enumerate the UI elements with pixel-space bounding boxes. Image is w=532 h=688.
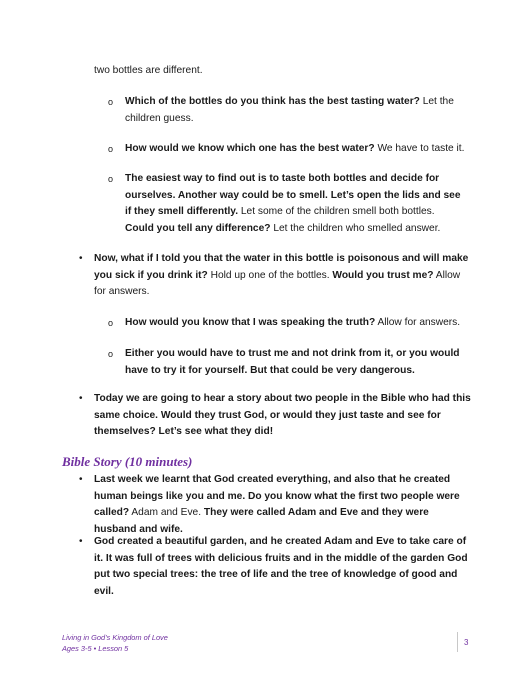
intro-line: two bottles are different. — [94, 65, 203, 76]
question-how-know — [108, 141, 465, 158]
sub-bullet-marker: o — [108, 144, 114, 154]
sub-bullet-marker: o — [108, 318, 114, 328]
bullet-adam-eve — [79, 472, 474, 538]
page-number: 3 — [464, 638, 469, 647]
question-speaking-truth — [108, 315, 465, 332]
question-note: Let the children guess. — [125, 96, 454, 124]
bullet-note-2: Allow for answers. — [94, 269, 461, 298]
bullet-marker: • — [79, 474, 83, 485]
bullet-marker: • — [79, 253, 83, 264]
section-heading: Bible Story (10 minutes) — [62, 454, 193, 469]
bullet-garden — [79, 534, 474, 600]
question-trust-me — [108, 346, 465, 379]
bullet-marker: • — [79, 393, 83, 404]
question-bold: The easiest way to find out is to taste both bottles and decide for ourselves. Another way could be to smell. Let’s open the lids and see if they smell differently. — [125, 173, 461, 218]
bullet-bold-2: They were called Adam and Eve and they were husband and wife. — [94, 507, 429, 535]
footer — [62, 632, 168, 654]
question-bold: Either you would have to trust me and not drink from it, or you would have to try it for yourself. But that could be very dangerous. — [125, 348, 460, 376]
sub-bullet-marker: o — [108, 97, 114, 107]
question-bold-2: Could you tell any difference? — [125, 222, 271, 234]
question-bold: How would you know that I was speaking the truth? — [125, 317, 376, 328]
bullet-bold-2: Would you trust me? — [332, 269, 434, 281]
bullet-bold: God created a beautiful garden, and he created Adam and Eve to take care of it. It was full of trees with delicious fruits and in the middle of the garden God put two special trees: the tree of life and the tree of knowledge of good and evil. — [94, 536, 468, 597]
bullet-note: Hold up one of the bottles. — [207, 269, 333, 281]
bullet-poison-water — [79, 251, 474, 301]
bullet-note: Adam and Eve. — [129, 507, 204, 519]
question-note: Let some of the children smell both bottles. — [238, 206, 435, 218]
question-note: We have to taste it. — [374, 143, 465, 154]
footer-title: Living in God’s Kingdom of Love — [62, 633, 168, 642]
bullet-story-intro — [79, 391, 474, 441]
question-best-water — [108, 94, 465, 127]
question-note: Allow for answers. — [375, 317, 461, 328]
bullet-bold: Last week we learnt that God created everything, and also that he created human beings like you and me. Do you know what the first two people were called? — [94, 474, 460, 519]
bullet-bold: Today we are going to hear a story about two people in the Bible who had this same choice. Would they trust God, or would they just taste and see for themselves? Let’s see what they did! — [94, 393, 471, 438]
question-easiest-way — [108, 171, 465, 237]
footer-divider — [457, 632, 458, 652]
sub-bullet-marker: o — [108, 349, 114, 359]
sub-bullet-marker: o — [108, 174, 114, 184]
bullet-marker: • — [79, 536, 83, 547]
bullet-bold: Now, what if I told you that the water in this bottle is poisonous and will make you sick if you drink it? — [94, 253, 469, 281]
question-bold: Which of the bottles do you think has the best tasting water? — [125, 96, 420, 107]
question-note-2: Let the children who smelled answer. — [270, 222, 441, 234]
footer-subtitle: Ages 3-5 • Lesson 5 — [62, 644, 129, 653]
question-bold: How would we know which one has the best water? — [125, 143, 375, 154]
